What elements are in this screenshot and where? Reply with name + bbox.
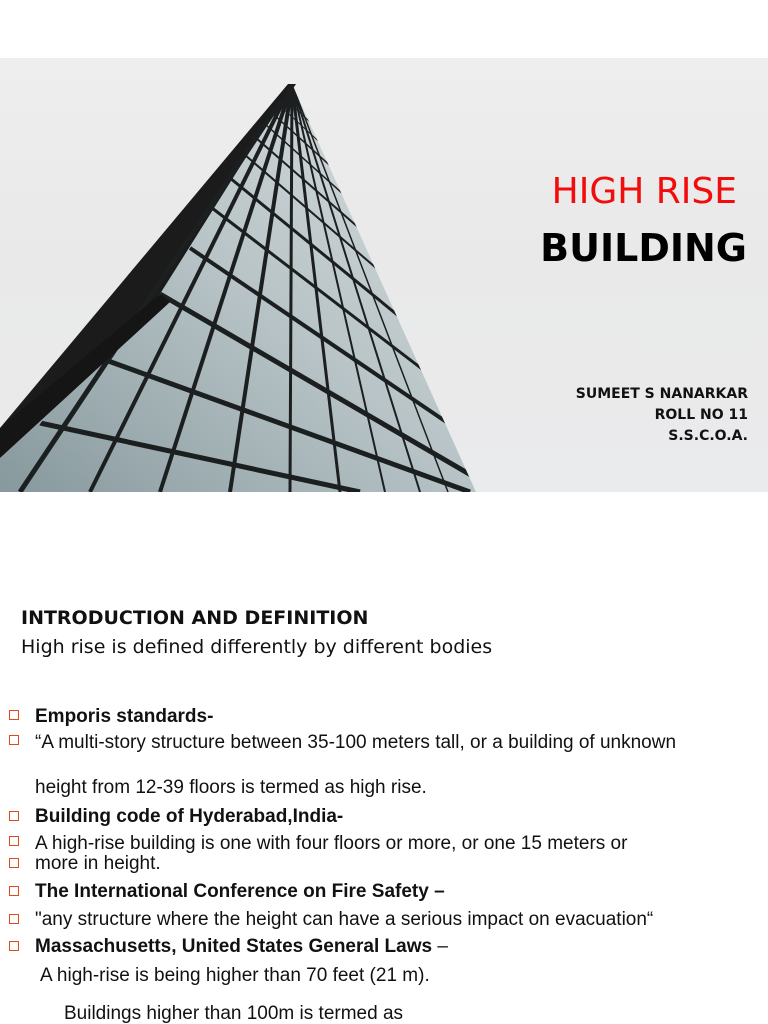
title-building: BUILDING (540, 226, 747, 270)
author-name: SUMEET S NANARKAR (575, 386, 748, 402)
bullet-marker-icon (9, 858, 19, 868)
slide-subheading: High rise is defined differently by different bodies (21, 636, 493, 658)
cover-slide (0, 58, 768, 492)
roll-number: ROLL NO 11 (654, 407, 748, 423)
list-item-bold: Massachusetts, United States General Laws (35, 936, 433, 957)
institution-name: S.S.C.O.A. (668, 428, 748, 444)
bullet-marker-icon (9, 836, 19, 846)
list-item: Building code of Hyderabad,India- (35, 806, 344, 827)
bullet-marker-icon (9, 710, 19, 720)
list-item: A high-rise is being higher than 70 feet (21 m). (40, 965, 430, 986)
list-item: more in height. (35, 853, 161, 874)
bullet-marker-icon (9, 941, 19, 951)
list-item: height from 12-39 floors is termed as high rise. (35, 777, 427, 798)
bullet-marker-icon (9, 811, 19, 821)
slide-heading: INTRODUCTION AND DEFINITION (21, 607, 369, 629)
list-item (35, 936, 735, 957)
title-high-rise: HIGH RISE (551, 171, 737, 212)
list-item: “A multi-story structure between 35-100 meters tall, or a building of unknown (35, 732, 677, 753)
bullet-marker-icon (9, 886, 19, 896)
author-block (576, 384, 748, 447)
list-item: The International Conference on Fire Safety – (35, 881, 445, 902)
list-item: Emporis standards- (35, 706, 214, 727)
bullet-marker-icon (9, 914, 19, 924)
list-item-dash: – (432, 936, 448, 957)
list-item: "any structure where the height can have a serious impact on evacuation“ (35, 909, 654, 930)
list-item: A high-rise building is one with four floors or more, or one 15 meters or (35, 833, 628, 854)
bullet-marker-icon (9, 735, 19, 745)
introduction-slide (0, 500, 768, 1024)
list-item: Buildings higher than 100m is termed as (64, 1003, 404, 1024)
